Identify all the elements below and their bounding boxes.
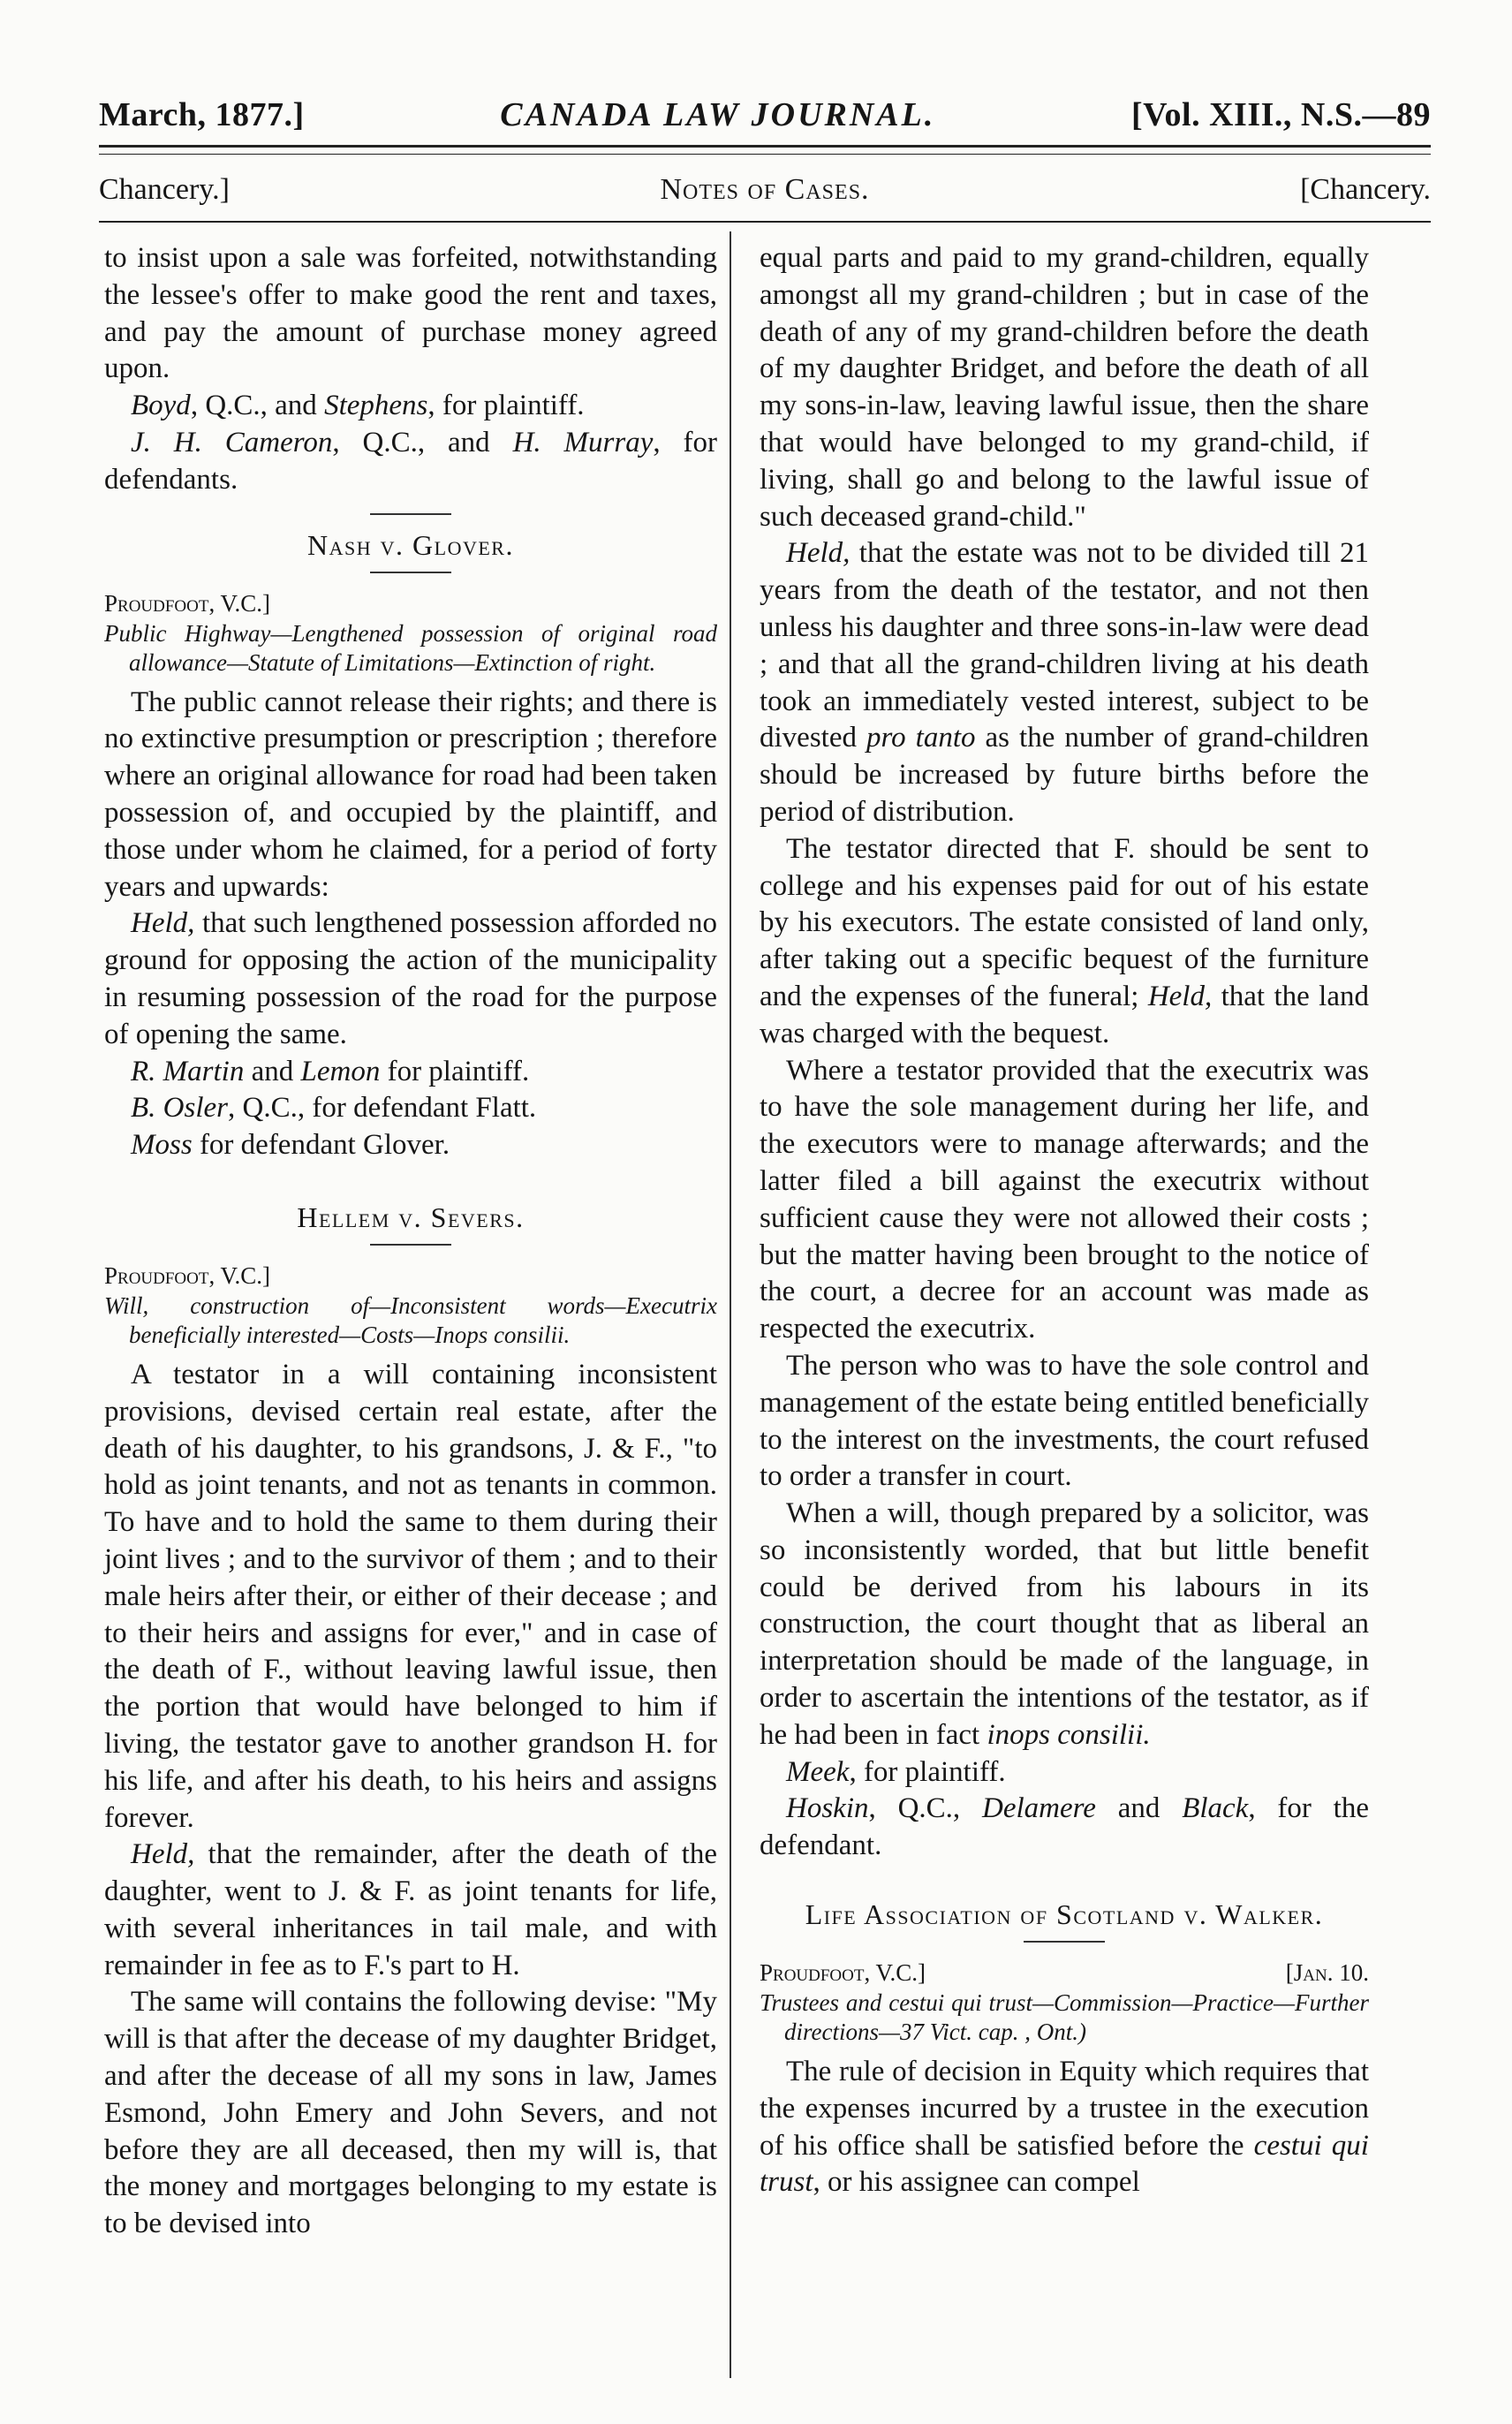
judge-name: Proudfoot, V.C.] (104, 1261, 270, 1289)
paragraph-text: When a will, though prepared by a solicitor, was so inconsistently worded, that but little benefit could be derived from his labours in its construction, the court thought that as liberal an interpretation should be made of the language, in order to ascertain the intentions of the testator, as if he had been in fact (760, 1497, 1369, 1751)
counsel-name: J. H. Cameron (131, 426, 333, 458)
latin-phrase: cestui qui trust (760, 2129, 1369, 2199)
case-title-hellem-severs: Hellem v. Severs. (297, 1201, 525, 1233)
counsel-text: , Q.C., and (332, 426, 513, 458)
counsel-name: H. Murray (512, 426, 654, 458)
paragraph-text: The rule of decision in Equity which requires that the expenses incurred by a trustee in the execution of his office shall be satisfied before the (760, 2056, 1369, 2162)
judge-line (104, 1260, 717, 1292)
counsel-name: Moss (131, 1129, 193, 1162)
paragraph: The same will contains the following devise: "My will is that after the decease of my daughter Bridget, and after the decease of all my sons in law, James Esmond, John Emery and John Severs, and not before they are all deceased, then my will is, that the money and mortgages belonging to my estate is to be devised into (104, 1986, 717, 2240)
counsel-name: Lemon (300, 1055, 381, 1087)
paragraph (760, 831, 1369, 1053)
catchwords: Public Highway—Lengthened possession of original road allowance—Statute of Limitations—Extinction of right. (104, 619, 717, 676)
held-word: Held, (1147, 980, 1213, 1012)
counsel-name: Hoskin (786, 1792, 869, 1825)
catchwords: Will, construction of—Inconsistent words—Executrix beneficially interested—Costs—Inops consilii. (104, 1292, 717, 1348)
counsel-name: Stephens (324, 390, 428, 422)
case-separator (370, 572, 451, 573)
paragraph: The public cannot release their rights; and there is no extinctive presumption or prescription ; therefore where an original allowance for road had been taken possession of, and occupied by the plaintiff, and those under whom he claimed, for a period of forty years and upwards: (104, 686, 717, 903)
section-header (99, 173, 1431, 214)
held-text: as the number of grand-children should be increased by future births before the period of distribution. (760, 722, 1369, 828)
left-column (104, 240, 717, 2243)
paragraph-text: , or his assignee can compel (813, 2166, 1140, 2199)
held-word: Held, (786, 537, 850, 570)
header-volume: [Vol. XIII., N.S.—89 (1130, 96, 1431, 133)
judge-name: Proudfoot, V.C.] (104, 589, 270, 617)
judgment-date: [Jan. 10. (1285, 1959, 1369, 1987)
counsel-name: Meek (786, 1755, 850, 1788)
counsel-text: and (1095, 1792, 1183, 1825)
counsel-name: Delamere (982, 1792, 1096, 1825)
judge-line (104, 587, 717, 619)
catchwords: Trustees and cestui qui trust—Commission—Practice—Further directions—37 Vict. cap. , Ont.) (760, 1989, 1369, 2046)
counsel-text: , for defendants. (104, 426, 718, 496)
section-right: [Chancery. (1300, 173, 1431, 206)
counsel-line (104, 1054, 717, 1091)
held-text: that the remainder, after the death of the daughter, went to J. & F. as joint tenants for life, with several inheritances in tail male, and with remainder in fee as to F.'s part to H. (104, 1838, 717, 1981)
latin-phrase: inops consilii. (987, 1718, 1151, 1751)
counsel-text: , for the defendant. (760, 1792, 1370, 1862)
held-text: that such lengthened possession afforded no ground for opposing the action of the municipality in resuming possession of the road for the purpose of opening the same. (104, 907, 717, 1050)
latin-phrase: pro tanto (866, 722, 976, 754)
counsel-text: for defendant Glover. (192, 1129, 450, 1162)
counsel-name: B. Osler (131, 1092, 228, 1125)
counsel-line (104, 1127, 717, 1164)
counsel-name: Boyd (131, 390, 191, 422)
paragraph: A testator in a will containing inconsistent provisions, devised certain real estate, after the death of his daughter, to his grandsons, J. & F., "to hold as joint tenants, and not as tenants in common. To have and to hold the same to them during their joint lives ; and to the survivor of them ; and to their male heirs after their, or either of their decease ; and to their heirs and assigns for ever," and in case of the death of F., without leaving lawful issue, then the portion that would have belonged to him if living, the testator gave to another grandson H. for his life, and after his death, to his heirs and assigns forever. (104, 1358, 717, 1834)
held-text: that the estate was not to be divided till 21 years from the death of the testator, and not then unless his daughter and three sons-in-law were dead ; and that all the grand-children living at his death took an immediately vested interest, subject to be divested (760, 537, 1369, 754)
running-header (99, 95, 1431, 141)
paragraph: The person who was to have the sole control and management of the estate being entitled beneficially to the interest on the investments, the court refused to order a transfer in court. (760, 1349, 1369, 1493)
counsel-line (104, 388, 717, 425)
case-title-life-association: Life Association of Scotland v. Walker. (805, 1898, 1324, 1931)
counsel-text: for plaintiff. (380, 1055, 530, 1087)
counsel-line (104, 425, 717, 499)
case-title-nash-glover: Nash v. Glover. (307, 528, 514, 561)
case-separator (370, 513, 451, 515)
counsel-text: , Q.C., for defendant Flatt. (228, 1092, 537, 1125)
judge-line (760, 1957, 1369, 1988)
counsel-line (760, 1754, 1369, 1791)
paragraph: equal parts and paid to my grand-children, equally amongst all my grand-children ; but in case of the death of any of my grand-children before the death of my daughter Bridget, and before the death of all my sons-in-law, leaving lawful issue, then the share that would have belonged to my grand-child, if living, shall go and belong to the lawful issue of such deceased grand-child." (760, 242, 1369, 533)
column-divider (730, 231, 731, 2378)
section-rule (99, 221, 1431, 223)
paragraph: to insist upon a sale was forfeited, notwithstanding the lessee's offer to make good the rent and taxes, and pay the amount of purchase money agreed upon. (104, 242, 717, 385)
paragraph (104, 1837, 717, 1984)
paragraph (760, 1496, 1369, 1754)
right-column (760, 240, 1369, 2201)
section-left: Chancery.] (99, 173, 230, 206)
header-journal-title: CANADA LAW JOURNAL. (500, 96, 936, 133)
header-date: March, 1877.] (99, 96, 305, 133)
counsel-text: , for plaintiff. (849, 1755, 1006, 1788)
counsel-text: , Q.C., (868, 1792, 982, 1825)
counsel-text: , for plaintiff. (427, 390, 585, 422)
held-word: Held, (131, 907, 195, 940)
counsel-text: and (244, 1055, 301, 1087)
judge-name: Proudfoot, V.C.] (760, 1959, 926, 1987)
paragraph-text: The testator directed that F. should be sent to college and his expenses paid for out of his estate by his executors. The estate consisted of land only, after taking out a specific bequest of the furniture and the expenses of the funeral; (760, 832, 1369, 1012)
case-separator (370, 1244, 451, 1246)
counsel-line (104, 1090, 717, 1127)
counsel-name: Black (1182, 1792, 1249, 1825)
section-title: Notes of Cases. (660, 173, 870, 206)
paragraph (760, 2054, 1369, 2201)
counsel-line (760, 1791, 1369, 1865)
header-double-rule (99, 145, 1431, 155)
case-separator (1024, 1941, 1105, 1943)
paragraph-text: that the land was charged with the bequest. (760, 980, 1369, 1049)
paragraph (760, 535, 1369, 830)
paragraph (104, 905, 717, 1053)
held-word: Held, (131, 1838, 195, 1871)
paragraph: Where a testator provided that the executrix was to have the sole management during her life, and the executors were to manage afterwards; and the latter filed a bill against the executrix without sufficient cause they were not allowed their costs ; but the matter having been brought to the notice of the court, a decree for an account was made as respected the executrix. (760, 1054, 1369, 1345)
counsel-text: , Q.C., and (190, 390, 325, 422)
counsel-name: R. Martin (131, 1055, 245, 1087)
